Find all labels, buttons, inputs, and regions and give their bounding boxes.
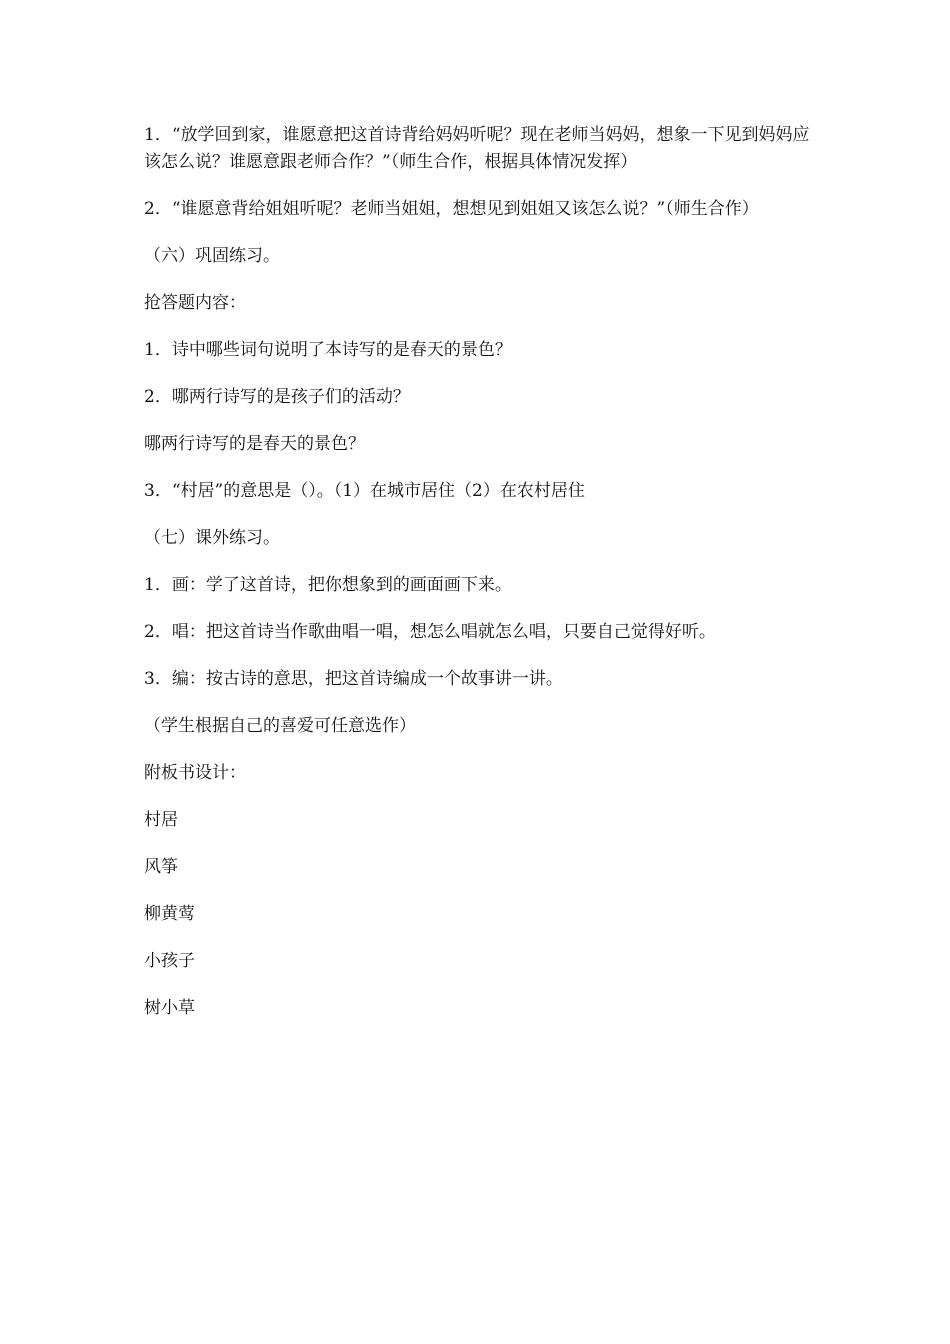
board-item-tree-grass: 树小草 xyxy=(144,998,195,1018)
board-design-heading: 附板书设计： xyxy=(144,763,246,783)
homework-item-sing: 2．唱：把这首诗当作歌曲唱一唱，想怎么唱就怎么唱，只要自己觉得好听。 xyxy=(144,622,716,642)
document-body xyxy=(144,122,812,1042)
quiz-question-1: 1．诗中哪些词句说明了本诗写的是春天的景色？ xyxy=(144,340,512,360)
quiz-question-2: 2．哪两行诗写的是孩子们的活动？ xyxy=(144,387,410,407)
quiz-question-3: 3．“村居”的意思是（）。（1）在城市居住（2）在农村居住 xyxy=(144,481,585,501)
homework-item-story: 3．编：按古诗的意思，把这首诗编成一个故事讲一讲。 xyxy=(144,669,563,689)
board-item-children: 小孩子 xyxy=(144,951,195,971)
section-heading-practice: （六）巩固练习。 xyxy=(144,246,280,266)
paragraph-activity-2: 2．“谁愿意背给姐姐听呢？老师当姐姐，想想见到姐姐又该怎么说？”（师生合作） xyxy=(144,199,759,219)
board-item-kite: 风筝 xyxy=(144,857,178,877)
paragraph-activity-1: 1．“放学回到家，谁愿意把这首诗背给妈妈听呢？现在老师当妈妈，想象一下见到妈妈应该怎么说？谁愿意跟老师合作？”（师生合作，根据具体情况发挥） xyxy=(144,125,810,172)
board-item-willow-oriole: 柳黄莺 xyxy=(144,904,195,924)
homework-note: （学生根据自己的喜爱可任意选作） xyxy=(144,716,416,736)
board-item-village: 村居 xyxy=(144,810,178,830)
quiz-heading: 抢答题内容： xyxy=(144,293,246,313)
section-heading-homework: （七）课外练习。 xyxy=(144,528,280,548)
quiz-question-2b: 哪两行诗写的是春天的景色？ xyxy=(144,434,365,454)
homework-item-draw: 1．画：学了这首诗，把你想象到的画面画下来。 xyxy=(144,575,512,595)
